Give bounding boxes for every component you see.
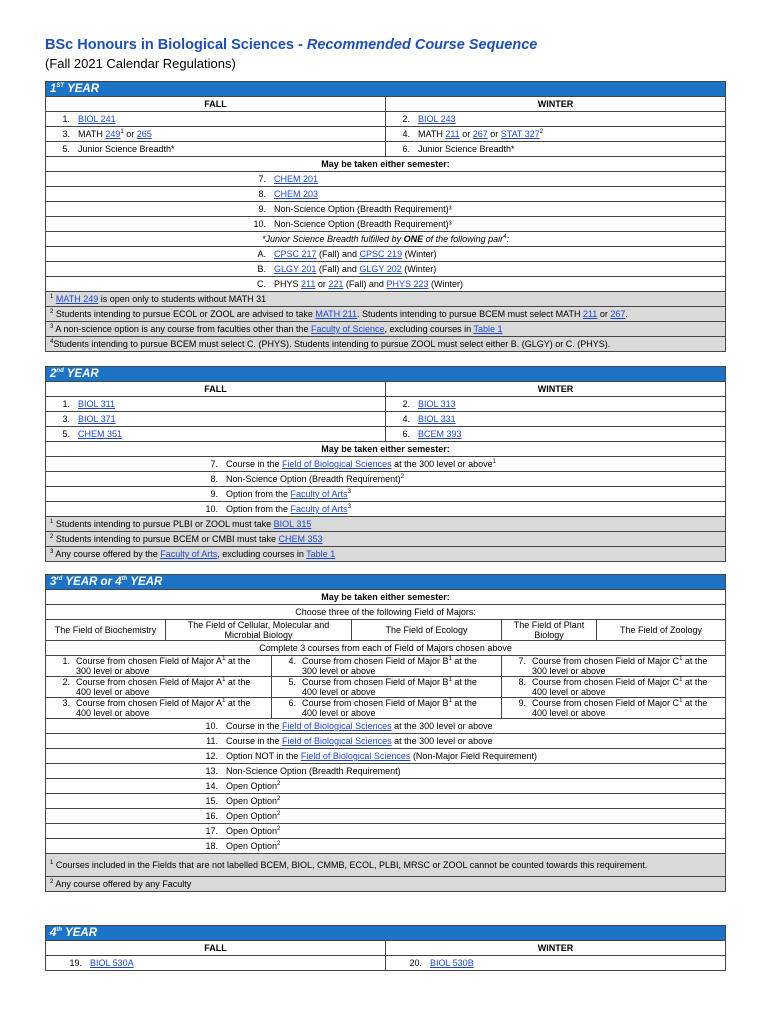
course-link[interactable]: CHEM 351 (78, 429, 123, 439)
faculty-link[interactable]: Faculty of Arts (290, 489, 348, 499)
faculty-link[interactable]: Faculty of Science (311, 324, 385, 334)
column-header-winter: WINTER (386, 382, 726, 397)
course-link[interactable]: 221 (328, 279, 344, 289)
table-row: 8. Non-Science Option (Breadth Requirement)$^2$ (46, 472, 726, 487)
table-row: 16. Open Option$^2$ (46, 809, 726, 824)
table-row: 3. MATH $249^1$ or 265 4. MATH 211 or 267 or STAT $327^2$ (46, 127, 726, 142)
either-semester-label: May be taken either semester: (46, 442, 726, 457)
course-link[interactable]: BIOL 311 (78, 399, 116, 409)
section-header-year-4: 4th YEAR (46, 926, 726, 941)
table-row: 5. Junior Science Breadth* 6. Junior Science Breadth* (46, 142, 726, 157)
field-biochemistry: The Field of Biochemistry (46, 620, 166, 641)
field-ecology: The Field of Ecology (352, 620, 502, 641)
footnote-4: $^4$Students intending to pursue BCEM must select C. (PHYS). Students intending to pursue ZOOL must select either B. (GLGY) or C. (PHYS). (46, 337, 726, 352)
table-row: 19. BIOL 530A 20. BIOL 530B (46, 956, 726, 971)
field-plant-biology: The Field of Plant Biology (502, 620, 597, 641)
table-row: 1. BIOL 311 2. BIOL 313 (46, 397, 726, 412)
page-title: BSc Honours in Biological Sciences - Recommended Course Sequence (45, 37, 538, 53)
page-subtitle: (Fall 2021 Calendar Regulations) (45, 56, 236, 71)
table-row: B. GLGY 201 (Fall) and GLGY 202 (Winter) (46, 262, 726, 277)
column-header-winter: WINTER (386, 941, 726, 956)
table-row: A. CPSC 217 (Fall) and CPSC 219 (Winter) (46, 247, 726, 262)
table-row: 10. Course in the Field of Biological Sciences at the 300 level or above (46, 719, 726, 734)
footnote-1: $^1$ Students intending to pursue PLBI or ZOOL must take BIOL 315 (46, 517, 726, 532)
fields-row (46, 620, 726, 641)
table-link[interactable]: Table 1 (306, 549, 336, 559)
footnote-2: $^2$ Students intending to pursue BCEM or CMBI must take CHEM 353 (46, 532, 726, 547)
footnote-3: $^3$ Any course offered by the Faculty of Arts, excluding courses in Table 1 (46, 547, 726, 562)
table-row: 10. Option from the Faculty of Arts$^3$ (46, 502, 726, 517)
course-link[interactable]: GLGY 202 (359, 264, 402, 274)
table-row: C. PHYS 211 or 221 (Fall) and PHYS 223 (Winter) (46, 277, 726, 292)
table-row: 9. Non-Science Option (Breadth Requirement)³ (46, 202, 726, 217)
footnote-1: $^1$ MATH 249 is open only to students without MATH 31 (46, 292, 726, 307)
table-row: 5. CHEM 351 6. BCEM 393 (46, 427, 726, 442)
field-zoology: The Field of Zoology (597, 620, 726, 641)
choose-fields-label: Choose three of the following Field of Majors: (46, 605, 726, 620)
course-link[interactable]: CPSC 217 (274, 249, 317, 259)
course-link[interactable]: 211 (445, 129, 460, 139)
course-link[interactable]: CHEM 353 (278, 534, 323, 544)
table-row: 15. Open Option$^2$ (46, 794, 726, 809)
table-row: 1. BIOL 241 2. BIOL 243 (46, 112, 726, 127)
table-row: 7. Course in the Field of Biological Sciences at the 300 level or above$^1$ (46, 457, 726, 472)
column-header-fall: FALL (46, 97, 386, 112)
field-link[interactable]: Field of Biological Sciences (300, 751, 411, 761)
course-link[interactable]: MATH 249 (55, 294, 99, 304)
course-link[interactable]: 265 (136, 129, 152, 139)
course-link[interactable]: BIOL 331 (418, 414, 456, 424)
course-link[interactable]: PHYS 223 (386, 279, 429, 289)
course-link[interactable]: 211 (301, 279, 316, 289)
footnote-1: $^1$ Courses included in the Fields that are not labelled BCEM, BIOL, CMMB, ECOL, PLBI, MRSC or ZOOL cannot be counted towards this requirement. (46, 854, 726, 877)
course-link[interactable]: BIOL 243 (418, 114, 456, 124)
table-link[interactable]: Table 1 (473, 324, 503, 334)
column-header-fall: FALL (46, 382, 386, 397)
field-link[interactable]: Field of Biological Sciences (282, 736, 392, 746)
course-link[interactable]: STAT 327 (500, 129, 540, 139)
course-link[interactable]: BIOL 313 (418, 399, 456, 409)
course-link[interactable]: 249 (105, 129, 121, 139)
section-header-year-3-4: 3rd YEAR or 4th YEAR (46, 575, 726, 590)
course-link[interactable]: 211 (582, 309, 598, 319)
footnote-2: $^2$ Students intending to pursue ECOL or ZOOL are advised to take MATH 211. Students intending to pursue BCEM must select MATH 211 or 267. (46, 307, 726, 322)
course-link[interactable]: BIOL 371 (78, 414, 116, 424)
course-link[interactable]: 267 (610, 309, 626, 319)
section-header-year-2: 2nd YEAR (46, 367, 726, 382)
table-row: 14. Open Option$^2$ (46, 779, 726, 794)
course-link[interactable]: CHEM 201 (274, 174, 319, 184)
course-link[interactable]: BIOL 530A (90, 958, 134, 968)
second-year-table (45, 366, 726, 562)
table-row: 11. Course in the Field of Biological Sciences at the 300 level or above (46, 734, 726, 749)
course-link[interactable]: 267 (472, 129, 488, 139)
course-link[interactable]: GLGY 201 (274, 264, 317, 274)
course-link[interactable]: CHEM 203 (274, 189, 319, 199)
table-row: 1. Course from chosen Field of Major $A^1$ at the 300 level or above 4. Course from chosen Field of Major $B^1$ at the 300 level or above 7. Course from chosen Field of Major $C^1$ at the 300 level or above (46, 656, 726, 677)
field-cellular-molecular-microbial: The Field of Cellular, Molecular and Microbial Biology (166, 620, 352, 641)
table-row: 7. CHEM 201 (46, 172, 726, 187)
table-row: 9. Option from the Faculty of Arts$^3$ (46, 487, 726, 502)
table-row: 8. CHEM 203 (46, 187, 726, 202)
course-link[interactable]: BIOL 530B (430, 958, 474, 968)
breadth-pair-note: *Junior Science Breadth fulfilled by ONE of the following pair$^4$: (46, 232, 726, 247)
either-semester-label: May be taken either semester: (46, 590, 726, 605)
field-link[interactable]: Field of Biological Sciences (282, 721, 392, 731)
column-header-winter: WINTER (386, 97, 726, 112)
footnote-3: $^3$ A non-science option is any course from faculties other than the Faculty of Science, excluding courses in Table 1 (46, 322, 726, 337)
table-row: 18. Open Option$^2$ (46, 839, 726, 854)
table-row: 10. Non-Science Option (Breadth Requirement)³ (46, 217, 726, 232)
complete-courses-label: Complete 3 courses from each of Field of Majors chosen above (46, 641, 726, 656)
table-row: 2. Course from chosen Field of Major $A^1$ at the 400 level or above 5. Course from chosen Field of Major $B^1$ at the 400 level or above 8. Course from chosen Field of Major $C^1$ at the 400 level or above (46, 677, 726, 698)
table-row: 3. BIOL 371 4. BIOL 331 (46, 412, 726, 427)
table-row: 12. Option NOT in the Field of Biological Sciences (Non-Major Field Requirement) (46, 749, 726, 764)
either-semester-label: May be taken either semester: (46, 157, 726, 172)
first-year-table (45, 81, 726, 352)
section-header-year-1: 1ST YEAR (46, 82, 726, 97)
third-fourth-year-table (45, 574, 726, 892)
fourth-year-table (45, 925, 726, 971)
table-row: 17. Open Option$^2$ (46, 824, 726, 839)
faculty-link[interactable]: Faculty of Arts (160, 549, 218, 559)
table-row: 3. Course from chosen Field of Major $A^1$ at the 400 level or above 6. Course from chosen Field of Major $B^1$ at the 400 level or above 9. Course from chosen Field of Major $C^1$ at the 400 level or above (46, 698, 726, 719)
column-header-fall: FALL (46, 941, 386, 956)
footnote-2: $^2$ Any course offered by any Faculty (46, 877, 726, 892)
table-row: 13. Non-Science Option (Breadth Requirement) (46, 764, 726, 779)
course-link[interactable]: CPSC 219 (359, 249, 403, 259)
course-link[interactable]: BIOL 315 (273, 519, 312, 529)
faculty-link[interactable]: Faculty of Arts (290, 504, 348, 514)
course-link[interactable]: BIOL 241 (78, 114, 116, 124)
course-link[interactable]: BCEM 393 (418, 429, 462, 439)
field-link[interactable]: Field of Biological Sciences (282, 459, 392, 469)
course-link[interactable]: MATH 211 (315, 309, 358, 319)
